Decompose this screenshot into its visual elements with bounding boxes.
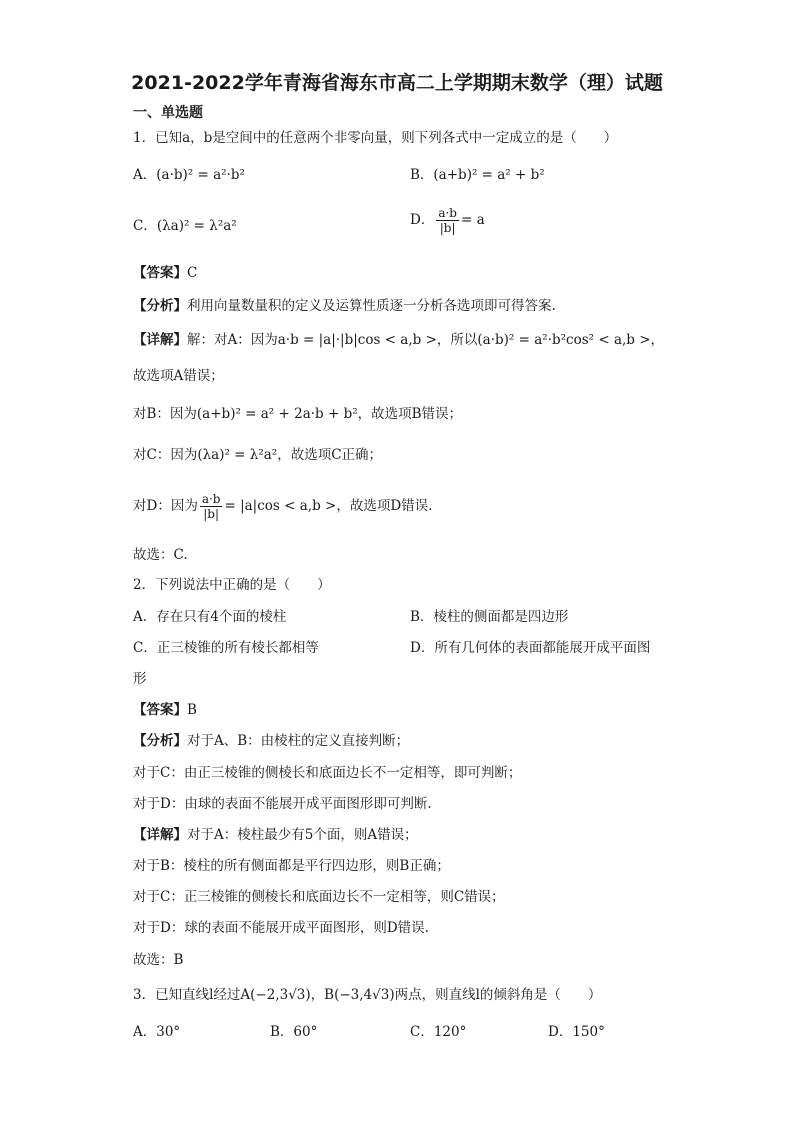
q1-conclusion: 故选：C. — [133, 547, 188, 563]
q2-detail-line-1 — [133, 825, 418, 845]
fraction-denominator: |b| — [439, 221, 456, 235]
q1-option-c: C．(λa)² = λ²a² — [133, 218, 237, 234]
q1-detail-line-2: 故选项A错误； — [133, 368, 224, 384]
detail-prefix: 对D：因为 — [133, 498, 198, 514]
q3-option-c: C．120° — [410, 1024, 467, 1040]
detail-suffix: = |a|cos < a,b >，故选项D错误. — [224, 498, 433, 514]
q2-detail-line-2: 对于B：棱柱的所有侧面都是平行四边形，则B正确； — [133, 858, 450, 874]
answer-value: C — [187, 265, 198, 281]
detail-text: 对于A：棱柱最少有5个面，则A错误； — [187, 827, 418, 843]
q1-detail-line-5 — [133, 492, 432, 521]
answer-tag: 【答案】 — [133, 265, 187, 281]
q2-option-d: D．所有几何体的表面都能展开成平面图 — [410, 640, 651, 656]
q2-detail-line-3: 对于C：正三棱锥的侧棱长和底面边长不一定相等，则C错误； — [133, 889, 505, 905]
analysis-tag: 【分析】 — [133, 298, 187, 314]
q3-option-a: A．30° — [133, 1024, 181, 1040]
fraction-numerator: a·b — [201, 492, 221, 506]
q2-conclusion: 故选：B — [133, 952, 184, 968]
q2-detail-line-4: 对于D：球的表面不能展开成平面图形，则D错误. — [133, 920, 429, 936]
q2-analysis-line-3: 对于D：由球的表面不能展开成平面图形即可判断. — [133, 796, 432, 812]
q1-option-d-fraction — [436, 206, 459, 235]
fraction-numerator: a·b — [438, 206, 457, 220]
answer-value: B — [187, 702, 197, 718]
q1-option-d-label: D． — [410, 212, 435, 228]
q3-option-d: D．150° — [548, 1024, 605, 1040]
q1-analysis — [133, 296, 556, 316]
q2-option-d-wrap: 形 — [133, 671, 147, 687]
analysis-text: 对于A、B：由棱柱的定义直接判断； — [187, 733, 410, 749]
q2-option-a: A．存在只有4个面的棱柱 — [133, 609, 287, 625]
q2-answer — [133, 700, 197, 720]
q1-detail-line-4: 对C：因为(λa)² = λ²a²，故选项C正确； — [133, 447, 383, 463]
q1-option-a: A．(a·b)² = a²·b² — [133, 167, 245, 183]
detail-tag: 【详解】 — [133, 827, 187, 843]
q2-stem: 2．下列说法中正确的是（ ） — [133, 577, 331, 593]
q1-detail-line-3: 对B：因为(a+b)² = a² + 2a·b + b²，故选项B错误； — [133, 406, 463, 422]
detail-tag: 【详解】 — [133, 332, 187, 348]
analysis-text: 利用向量数量积的定义及运算性质逐一分析各选项即可得答案. — [187, 298, 556, 314]
section-heading: 一、单选题 — [133, 105, 203, 121]
detail-text: 解：对A：因为a·b = |a|·|b|cos < a,b >，所以(a·b)² = a²·b²cos² < a,b >， — [187, 332, 665, 348]
fraction-denominator: |b| — [203, 507, 220, 521]
q1-stem: 1．已知a，b是空间中的任意两个非零向量，则下列各式中一定成立的是（ ） — [133, 130, 618, 146]
answer-tag: 【答案】 — [133, 702, 187, 718]
q1-detail-line-1 — [133, 330, 664, 350]
q3-option-b: B．60° — [270, 1024, 318, 1040]
q2-analysis-line-1 — [133, 731, 409, 751]
page-title: 2021-2022学年青海省海东市高二上学期期末数学（理）试题 — [131, 72, 663, 94]
q1-answer — [133, 263, 197, 283]
q3-stem: 3．已知直线l经过A(−2,3√3)，B(−3,4√3)两点，则直线l的倾斜角是（ ） — [133, 987, 602, 1003]
q2-option-c: C．正三棱锥的所有棱长都相等 — [133, 640, 319, 656]
q1-option-d-rhs: = a — [460, 212, 485, 228]
q1-option-d — [410, 206, 485, 235]
q1-option-b: B．(a+b)² = a² + b² — [410, 167, 545, 183]
q2-option-b: B．棱柱的侧面都是四边形 — [410, 609, 569, 625]
q2-analysis-line-2: 对于C：由正三棱锥的侧棱长和底面边长不一定相等，即可判断； — [133, 765, 522, 781]
detail-fraction — [200, 492, 223, 521]
analysis-tag: 【分析】 — [133, 733, 187, 749]
